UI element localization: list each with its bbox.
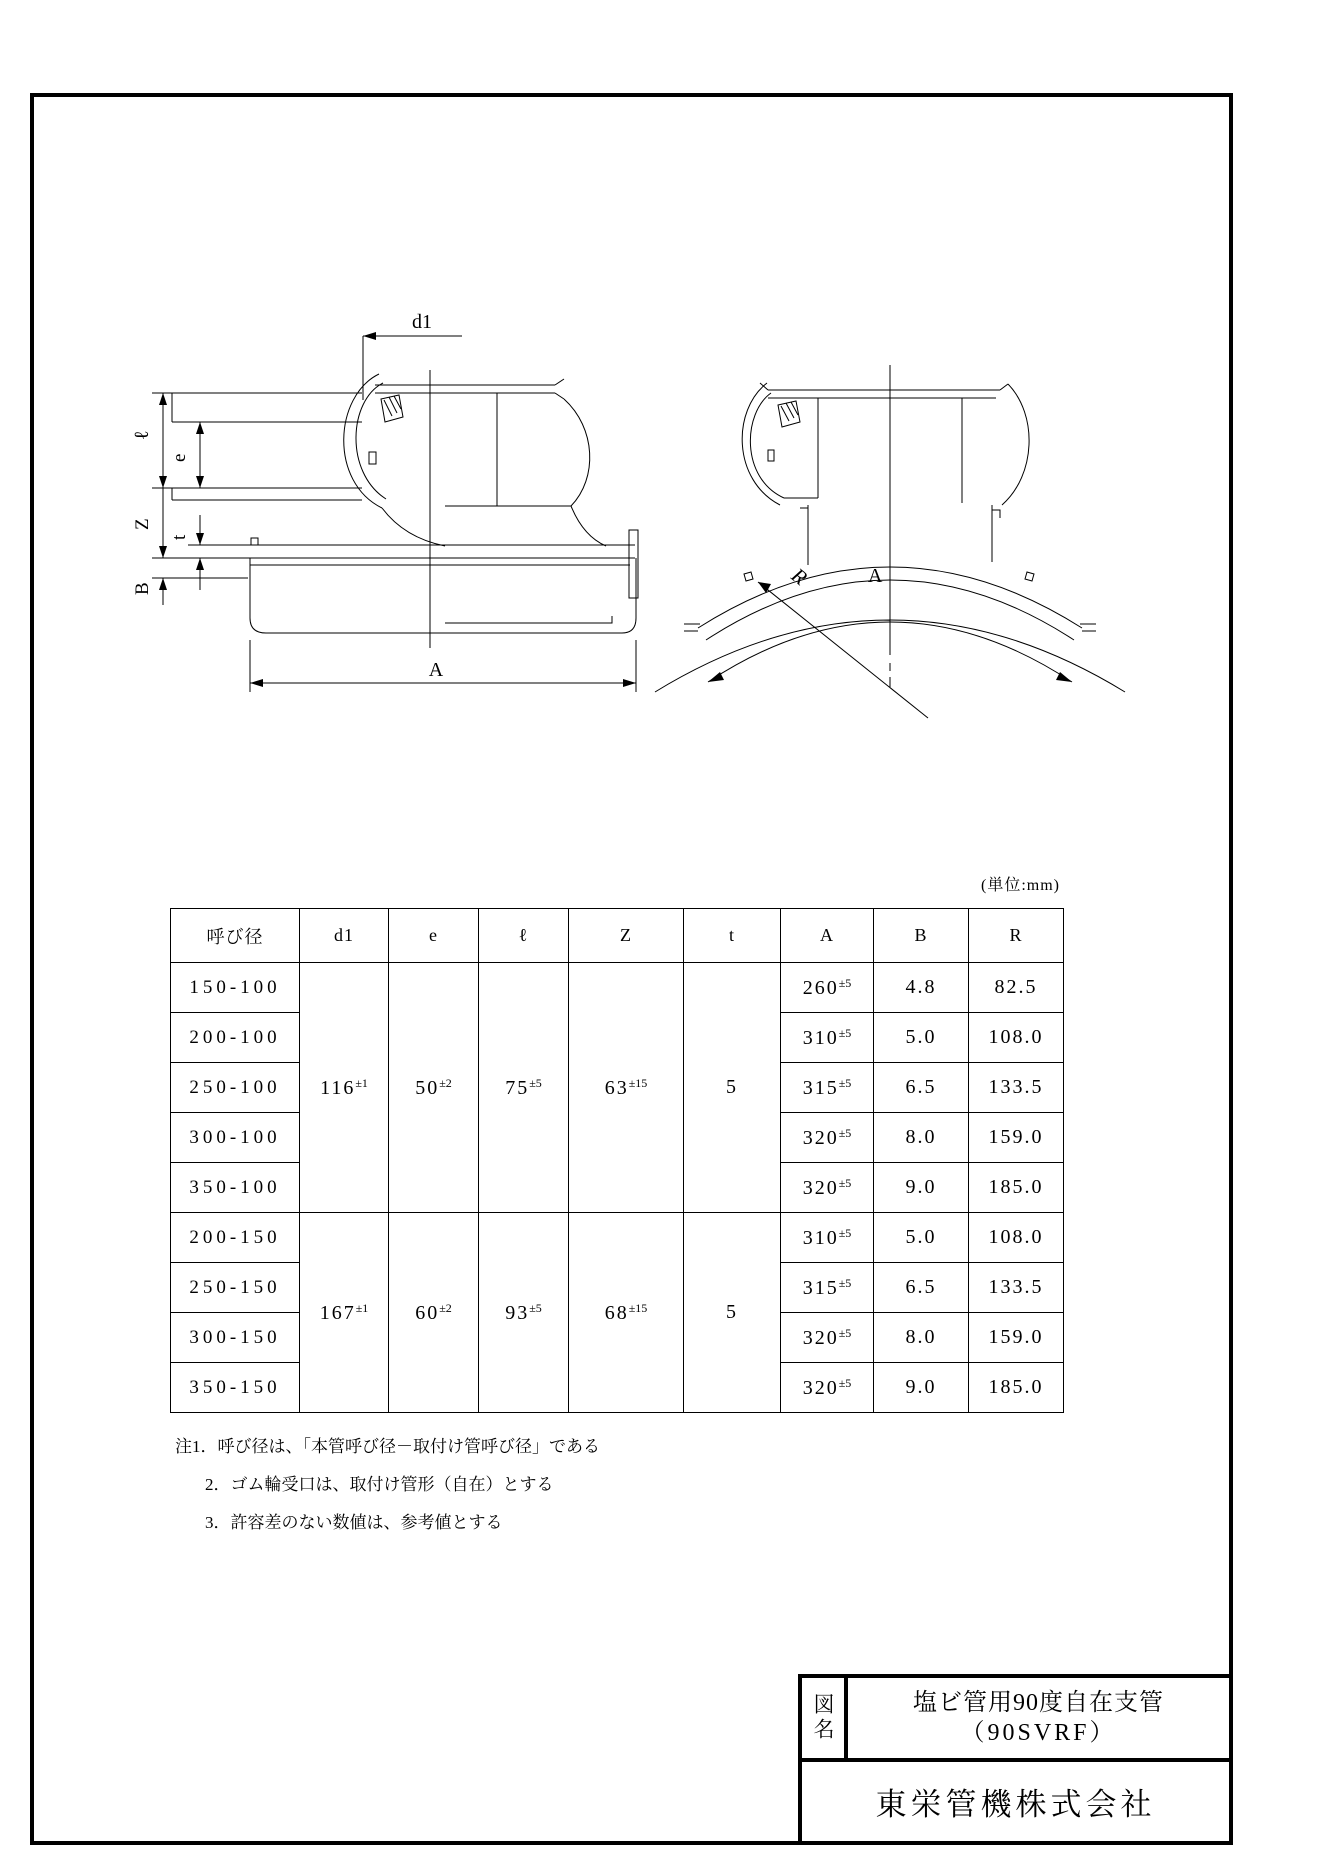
side-view-diagram (610, 310, 1190, 730)
cell-b: 5.0 (874, 1213, 969, 1263)
col-header-e: e (389, 909, 479, 963)
dim-label-e: e (169, 453, 190, 462)
cell-ell: $75^{\pm 5}$ (479, 963, 569, 1213)
dim-label-t: t (169, 534, 190, 540)
cell-b: 5.0 (874, 1013, 969, 1063)
cell-a: $320^{\pm 5}$ (781, 1113, 874, 1163)
cell-b: 8.0 (874, 1113, 969, 1163)
dim-label-ell: ℓ (131, 430, 153, 440)
cell-r: 159.0 (969, 1313, 1064, 1363)
cell-b: 4.8 (874, 963, 969, 1013)
cell-size: 300-150 (171, 1313, 300, 1363)
col-header-r: R (969, 909, 1064, 963)
note-line-3: 3．許容差のない数値は、参考値とする (205, 1513, 503, 1532)
cell-size: 250-150 (171, 1263, 300, 1313)
cell-d1: $116^{\pm 1}$ (300, 963, 389, 1213)
dim-label-z: Z (132, 518, 153, 530)
col-header-z: Z (569, 909, 684, 963)
drawing-title (848, 1678, 1229, 1758)
cell-b: 9.0 (874, 1363, 969, 1413)
cell-a: $315^{\pm 5}$ (781, 1263, 874, 1313)
cell-d1: $167^{\pm 1}$ (300, 1213, 389, 1413)
cell-b: 8.0 (874, 1313, 969, 1363)
cell-r: 159.0 (969, 1113, 1064, 1163)
cell-r: 108.0 (969, 1213, 1064, 1263)
title-block (798, 1674, 1233, 1845)
cell-z: $63^{\pm 15}$ (569, 963, 684, 1213)
cell-t: 5 (684, 1213, 781, 1413)
drawing-name-label: 図名 (802, 1678, 848, 1758)
cell-size: 350-100 (171, 1163, 300, 1213)
col-header-d1: d1 (300, 909, 389, 963)
cell-r: 185.0 (969, 1163, 1064, 1213)
cell-b: 6.5 (874, 1263, 969, 1313)
cell-a: $315^{\pm 5}$ (781, 1063, 874, 1113)
unit-label: (単位:mm) (981, 877, 1060, 894)
cell-size: 150-100 (171, 963, 300, 1013)
cell-e: $60^{\pm 2}$ (389, 1213, 479, 1413)
drawing-title-line2: （90SVRF） (960, 1720, 1117, 1746)
cell-a: $320^{\pm 5}$ (781, 1363, 874, 1413)
company-name: 東栄管機株式会社 (875, 1787, 1156, 1822)
cell-a: $310^{\pm 5}$ (781, 1013, 874, 1063)
cell-r: 82.5 (969, 963, 1064, 1013)
cell-b: 6.5 (874, 1063, 969, 1113)
cell-size: 200-150 (171, 1213, 300, 1263)
cell-z: $68^{\pm 15}$ (569, 1213, 684, 1413)
cell-ell: $93^{\pm 5}$ (479, 1213, 569, 1413)
cell-size: 250-100 (171, 1063, 300, 1113)
cell-r: 185.0 (969, 1363, 1064, 1413)
cell-r: 108.0 (969, 1013, 1064, 1063)
col-header-a: A (781, 909, 874, 963)
cell-size: 300-100 (171, 1113, 300, 1163)
cell-e: $50^{\pm 2}$ (389, 963, 479, 1213)
cell-a: $260^{\pm 5}$ (781, 963, 874, 1013)
dimension-table (170, 908, 1064, 1413)
cell-size: 350-150 (171, 1363, 300, 1413)
cell-b: 9.0 (874, 1163, 969, 1213)
dim-label-r: R (786, 563, 812, 590)
drawing-title-line1: 塩ビ管用90度自在支管 (913, 1690, 1164, 1716)
notes (175, 1428, 600, 1542)
cell-a: $310^{\pm 5}$ (781, 1213, 874, 1263)
note-line-1: 注1．呼び径は、「本管呼び径－取付け管呼び径」である (175, 1437, 600, 1456)
table-row (171, 1213, 1064, 1263)
col-header-t: t (684, 909, 781, 963)
cell-r: 133.5 (969, 1063, 1064, 1113)
cell-t: 5 (684, 963, 781, 1213)
dim-label-b: B (132, 582, 153, 595)
cell-size: 200-100 (171, 1013, 300, 1063)
col-header-size: 呼び径 (171, 909, 300, 963)
dim-label-a-side: A (868, 565, 883, 587)
cell-r: 133.5 (969, 1263, 1064, 1313)
dim-label-a-front: A (428, 659, 444, 681)
table-row (171, 963, 1064, 1013)
front-view-diagram (130, 300, 670, 700)
note-line-2: 2．ゴム輪受口は、取付け管形（自在）とする (205, 1475, 554, 1494)
cell-a: $320^{\pm 5}$ (781, 1163, 874, 1213)
col-header-b: B (874, 909, 969, 963)
dim-label-d1: d1 (412, 311, 432, 333)
cell-a: $320^{\pm 5}$ (781, 1313, 874, 1363)
col-header-ell: ℓ (479, 909, 569, 963)
